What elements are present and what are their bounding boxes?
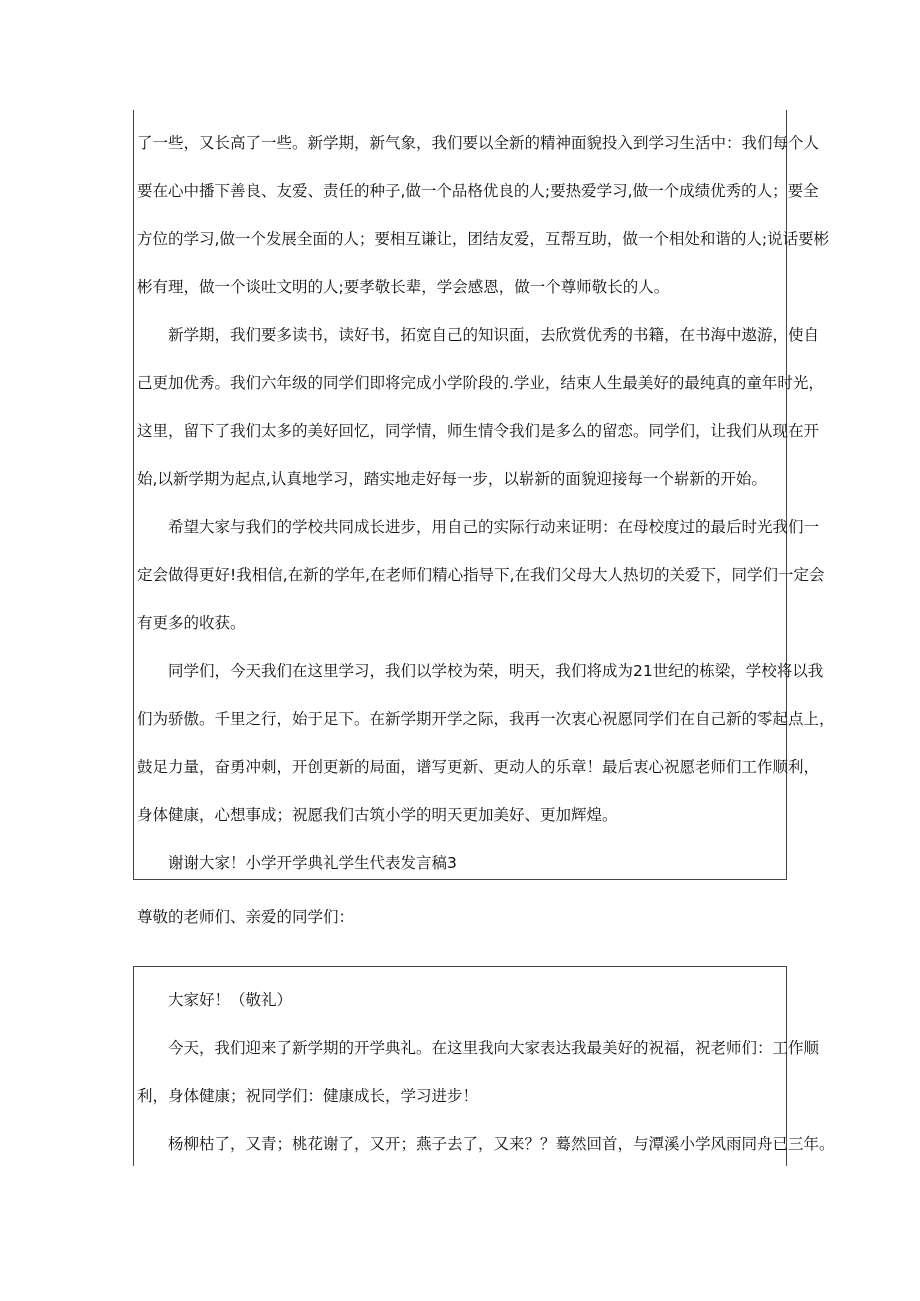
paragraph-line: 己更加优秀。我们六年级的同学们即将完成小学阶段的.学业，结束人生最美好的最纯真的童年时光，	[137, 374, 824, 392]
section-heading-line: 谢谢大家！小学开学典礼学生代表发言稿3	[168, 854, 457, 872]
paragraph-line: 新学期，我们要多读书，读好书，拓宽自己的知识面，去欣赏优秀的书籍，在书海中遨游，使自	[168, 326, 820, 344]
paragraph-line: 希望大家与我们的学校共同成长进步，用自己的实际行动来证明：在母校度过的最后时光我们一	[168, 518, 820, 536]
paragraph-line: 身体健康，心想事成；祝愿我们古筑小学的明天更加美好、更加辉煌。	[137, 806, 618, 824]
paragraph-line: 彬有理，做一个谈吐文明的人;要孝敬长辈，学会感恩，做一个尊师敬长的人。	[137, 278, 670, 296]
paragraph-line: 方位的学习,做一个发展全面的人；要相互谦让，团结友爱，互帮互助，做一个相处和谐的人;说话要彬	[137, 230, 830, 248]
paragraph-line: 始,以新学期为起点,认真地学习，踏实地走好每一步，以崭新的面貌迎接每一个崭新的开始。	[137, 470, 767, 488]
paragraph-line: 同学们，今天我们在这里学习，我们以学校为荣，明天，我们将成为21世纪的栋梁，学校将以我	[168, 662, 824, 680]
paragraph-line: 们为骄傲。千里之行，始于足下。在新学期开学之际，我再一次衷心祝愿同学们在自己新的零起点上，	[137, 710, 835, 728]
paragraph-line: 杨柳枯了，又青；桃花谢了，又开；燕子去了，又来？？蓦然回首，与潭溪小学风雨同舟已三年。	[168, 1135, 835, 1153]
salutation: 尊敬的老师们、亲爱的同学们：	[137, 908, 355, 926]
greeting-line: 大家好！（敬礼）	[168, 991, 293, 1009]
paragraph-line: 这里，留下了我们太多的美好回忆，同学情，师生情令我们是多么的留恋。同学们，让我们从现在开	[137, 422, 820, 440]
paragraph-line: 今天，我们迎来了新学期的开学典礼。在这里我向大家表达我最美好的祝福，祝老师们：工作顺	[168, 1039, 820, 1057]
paragraph-line: 要在心中播下善良、友爱、责任的种子,做一个品格优良的人;要热爱学习,做一个成绩优秀的人；要全	[137, 182, 819, 200]
paragraph-line: 有更多的收获。	[137, 614, 246, 632]
paragraph-line: 鼓足力量，奋勇冲刺，开创更新的局面，谱写更新、更动人的乐章！最后衷心祝愿老师们工作顺利，	[137, 758, 820, 776]
paragraph-line: 了一些，又长高了一些。新学期，新气象，我们要以全新的精神面貌投入到学习生活中：我们每个人	[137, 134, 820, 152]
paragraph-line: 定会做得更好!我相信,在新的学年,在老师们精心指导下,在我们父母大人热切的关爱下，同学们一定会	[137, 566, 825, 584]
paragraph-line: 利，身体健康；祝同学们：健康成长，学习进步！	[137, 1087, 479, 1105]
